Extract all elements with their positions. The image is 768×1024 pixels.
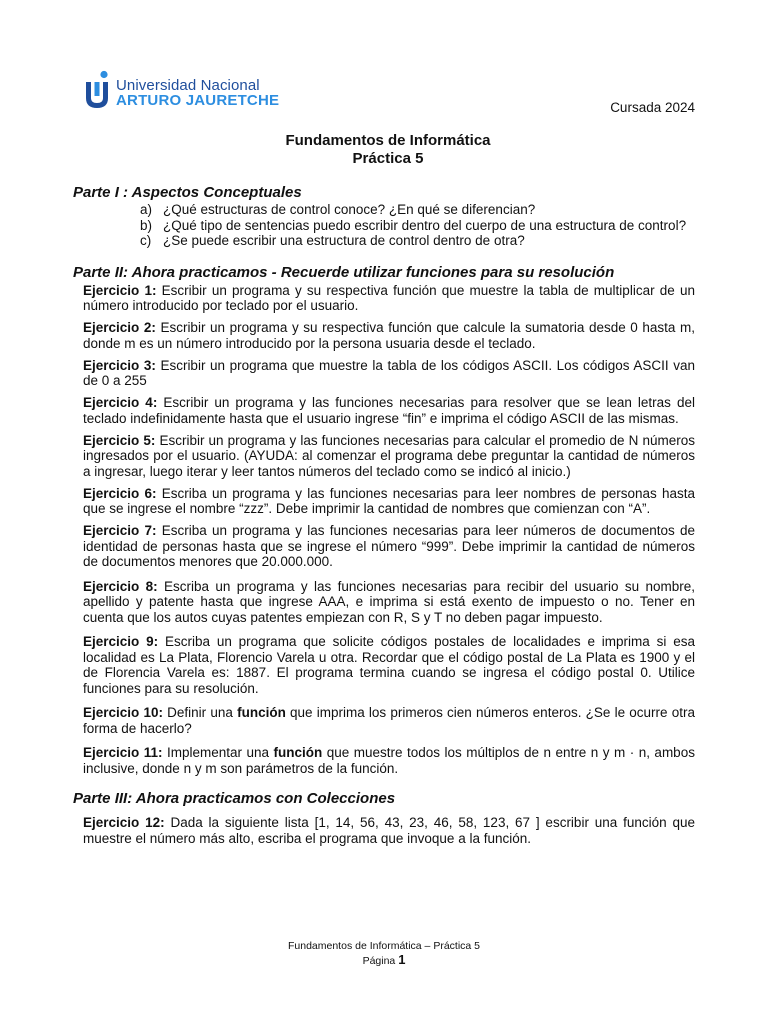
exercise-text: Dada la siguiente lista [1, 14, 56, 43, 23, 46, 58, 123, 67 ] escribir una función que muestre el número más alto, escriba el programa que invoque a la función. bbox=[83, 815, 695, 846]
exercise-keyword: función bbox=[237, 705, 286, 720]
exercise-text: Escribir un programa que muestre la tabla de los códigos ASCII. Los códigos ASCII van de 0 a 255 bbox=[83, 357, 695, 388]
exercise-5 bbox=[83, 433, 695, 480]
document-titles bbox=[0, 132, 768, 168]
question-text: ¿Se puede escribir una estructura de control dentro de otra? bbox=[163, 233, 525, 248]
exercise-7 bbox=[83, 523, 695, 570]
exercise-text: Escribir un programa y su respectiva función que muestre la tabla de multiplicar de un número introducido por teclado por el usuario. bbox=[83, 282, 695, 313]
exercise-4 bbox=[83, 395, 695, 426]
question-marker: c) bbox=[140, 233, 152, 248]
footer-page bbox=[0, 953, 768, 968]
question-marker: b) bbox=[140, 217, 153, 233]
exercise-text-pre: Implementar una bbox=[167, 745, 270, 760]
exercise-text: Escriba un programa y las funciones necesarias para leer nombres de personas hasta que se ingrese el nombre “zzz”. Debe imprimir la cantidad de nombres que comienzan con “A”. bbox=[83, 485, 695, 516]
page-label: Página bbox=[362, 955, 396, 967]
university-logo bbox=[84, 70, 284, 110]
question-marker: a) bbox=[140, 202, 153, 217]
part-3-exercises bbox=[83, 815, 695, 846]
exercise-1 bbox=[83, 283, 695, 314]
part-2-heading: Parte II: Ahora practicamos - Recuerde utilizar funciones para su resolución bbox=[73, 263, 615, 281]
exercise-label: Ejercicio 7: bbox=[83, 523, 157, 538]
part-1-heading: Parte I : Aspectos Conceptuales bbox=[73, 184, 302, 201]
part-2-exercises bbox=[83, 283, 695, 777]
exercise-12 bbox=[83, 815, 695, 846]
part-3-heading: Parte III: Ahora practicamos con Colecciones bbox=[73, 790, 396, 807]
exercise-text-post: que imprima los primeros cien números enteros. ¿Se le ocurre otra forma de hacerlo? bbox=[83, 705, 695, 736]
part-1-questions bbox=[73, 202, 695, 249]
exercise-text: Escriba un programa y las funciones necesarias para recibir del usuario su nombre, apellido y patente hasta que ingrese AAA, e imprima si está exento de impuesto o no. Tener en cuenta que los autos cuyas patentes empiezan con R, S y T no deben pagar impuesto. bbox=[83, 578, 695, 625]
exercise-label: Ejercicio 1: bbox=[83, 282, 157, 298]
logo-line-2: ARTURO JAURETCHE bbox=[116, 92, 280, 109]
logo-line-1: Universidad Nacional bbox=[116, 77, 260, 94]
page-footer bbox=[0, 939, 768, 968]
exercise-keyword: función bbox=[273, 745, 323, 760]
exercise-label: Ejercicio 3: bbox=[83, 357, 156, 373]
exercise-text-pre: Definir una bbox=[167, 705, 233, 720]
course-year: Cursada 2024 bbox=[610, 100, 695, 115]
exercise-text: Escriba un programa y las funciones necesarias para leer números de documentos de identidad de personas hasta que se ingrese el número “999”. Debe imprimir la cantidad de números de documentos menores que 20.000.000. bbox=[83, 523, 695, 569]
question-item bbox=[140, 233, 695, 249]
exercise-label: Ejercicio 11: bbox=[83, 745, 163, 760]
question-text: ¿Qué tipo de sentencias puedo escribir dentro del cuerpo de una estructura de control? bbox=[163, 217, 687, 233]
exercise-9 bbox=[83, 634, 695, 696]
exercise-text-post: que muestre todos los múltiplos de n entre n y m · n, ambos inclusive, donde n y m son parámetros de la función. bbox=[83, 745, 695, 776]
exercise-label: Ejercicio 8: bbox=[83, 578, 158, 594]
exercise-8 bbox=[83, 579, 695, 626]
exercise-11 bbox=[83, 745, 695, 776]
exercise-label: Ejercicio 2: bbox=[83, 320, 156, 335]
exercise-label: Ejercicio 12: bbox=[83, 815, 165, 830]
exercise-text: Escribir un programa y las funciones necesarias para resolver que se lean letras del teclado indefinidamente hasta que el usuario ingrese “fin” e imprima el código ASCII de las mismas. bbox=[83, 395, 695, 426]
exercise-label: Ejercicio 4: bbox=[83, 395, 158, 410]
exercise-text: Escribir un programa y las funciones necesarias para calcular el promedio de N números ingresados por el usuario. (AYUDA: al comenzar el programa debe preguntar la cantidad de números a ingresar, luego iterar y leer tantos números del teclado como se indicó al inicio.) bbox=[83, 432, 695, 479]
exercise-text: Escribir un programa y su respectiva función que calcule la sumatoria desde 0 hasta m, donde m es un número introducido por la persona usuaria desde el teclado. bbox=[83, 320, 695, 351]
page-number: 1 bbox=[398, 952, 406, 967]
exercise-10 bbox=[83, 705, 695, 736]
question-item bbox=[140, 202, 695, 218]
exercise-label: Ejercicio 5: bbox=[83, 432, 156, 448]
question-item bbox=[140, 218, 695, 234]
exercise-label: Ejercicio 10: bbox=[83, 705, 163, 720]
document-body bbox=[73, 184, 695, 853]
exercise-2 bbox=[83, 320, 695, 351]
exercise-3 bbox=[83, 358, 695, 389]
exercise-label: Ejercicio 6: bbox=[83, 485, 157, 501]
exercise-text: Escriba un programa que solicite códigos postales de localidades e imprima si esa localidad es La Plata, Florencio Varela u otra. Recordar que el código postal de La Plata es 1900 y el de Florencia Varela es: 1887. El programa termina cuando se ingresa el código postal 0. Utilice funciones para su resolución. bbox=[83, 634, 695, 696]
exercise-label: Ejercicio 9: bbox=[83, 634, 159, 649]
document-title: Fundamentos de Informática bbox=[285, 132, 491, 149]
footer-title: Fundamentos de Informática – Práctica 5 bbox=[287, 940, 480, 952]
exercise-6 bbox=[83, 486, 695, 517]
document-subtitle: Práctica 5 bbox=[352, 150, 424, 167]
university-logo-mark-icon bbox=[84, 70, 114, 110]
question-text: ¿Qué estructuras de control conoce? ¿En qué se diferencian? bbox=[163, 202, 536, 217]
